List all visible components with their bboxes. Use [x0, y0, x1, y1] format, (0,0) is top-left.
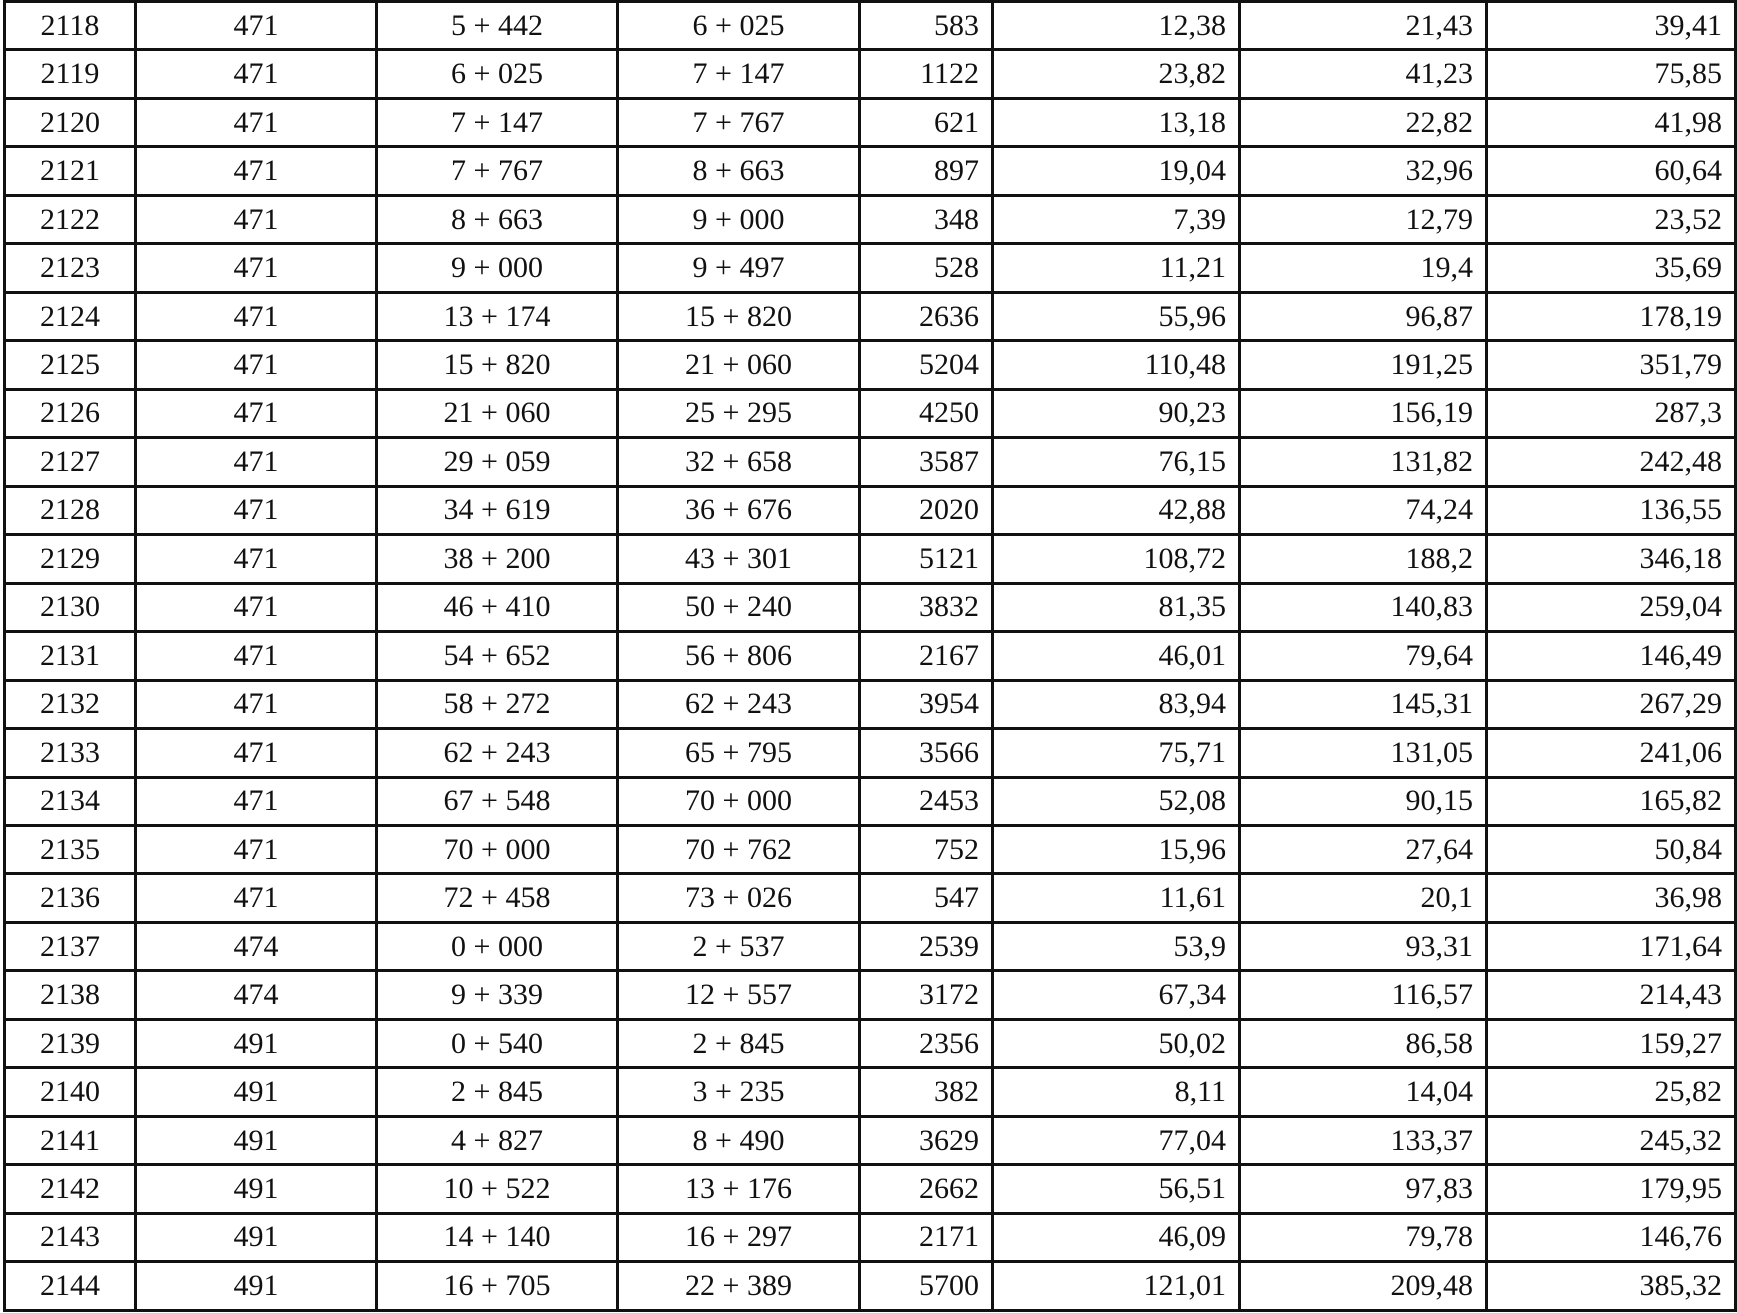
value-a-cell: 42,88: [993, 486, 1240, 534]
road-number-cell: 491: [136, 1116, 377, 1164]
value-c-cell: 346,18: [1487, 535, 1736, 583]
row-id-cell: 2129: [5, 535, 136, 583]
length-cell: 3172: [860, 971, 993, 1019]
length-cell: 2539: [860, 922, 993, 970]
end-km-cell: 70 + 762: [618, 825, 860, 873]
value-a-cell: 110,48: [993, 341, 1240, 389]
value-a-cell: 19,04: [993, 147, 1240, 195]
value-c-cell: 245,32: [1487, 1116, 1736, 1164]
road-number-cell: 471: [136, 486, 377, 534]
road-number-cell: 471: [136, 341, 377, 389]
value-b-cell: 131,05: [1240, 729, 1487, 777]
start-km-cell: 54 + 652: [377, 632, 618, 680]
value-c-cell: 146,76: [1487, 1213, 1736, 1261]
value-c-cell: 36,98: [1487, 874, 1736, 922]
row-id-cell: 2132: [5, 680, 136, 728]
end-km-cell: 22 + 389: [618, 1262, 860, 1311]
row-id-cell: 2131: [5, 632, 136, 680]
end-km-cell: 65 + 795: [618, 729, 860, 777]
value-b-cell: 156,19: [1240, 389, 1487, 437]
start-km-cell: 7 + 147: [377, 98, 618, 146]
start-km-cell: 15 + 820: [377, 341, 618, 389]
row-id-cell: 2134: [5, 777, 136, 825]
value-a-cell: 56,51: [993, 1165, 1240, 1213]
value-a-cell: 23,82: [993, 50, 1240, 98]
table-row: [5, 50, 1736, 98]
end-km-cell: 9 + 000: [618, 195, 860, 243]
row-id-cell: 2128: [5, 486, 136, 534]
road-number-cell: 491: [136, 1068, 377, 1116]
value-b-cell: 131,82: [1240, 438, 1487, 486]
length-cell: 3587: [860, 438, 993, 486]
length-cell: 5121: [860, 535, 993, 583]
row-id-cell: 2119: [5, 50, 136, 98]
value-b-cell: 133,37: [1240, 1116, 1487, 1164]
row-id-cell: 2137: [5, 922, 136, 970]
length-cell: 4250: [860, 389, 993, 437]
row-id-cell: 2139: [5, 1019, 136, 1067]
road-number-cell: 471: [136, 583, 377, 631]
start-km-cell: 38 + 200: [377, 535, 618, 583]
table-row: [5, 874, 1736, 922]
table-body: [5, 2, 1736, 1311]
row-id-cell: 2125: [5, 341, 136, 389]
value-a-cell: 121,01: [993, 1262, 1240, 1311]
row-id-cell: 2122: [5, 195, 136, 243]
end-km-cell: 8 + 663: [618, 147, 860, 195]
row-id-cell: 2130: [5, 583, 136, 631]
road-number-cell: 474: [136, 922, 377, 970]
table-row: [5, 389, 1736, 437]
value-b-cell: 41,23: [1240, 50, 1487, 98]
length-cell: 2356: [860, 1019, 993, 1067]
value-c-cell: 35,69: [1487, 244, 1736, 292]
length-cell: 2020: [860, 486, 993, 534]
value-b-cell: 79,78: [1240, 1213, 1487, 1261]
start-km-cell: 34 + 619: [377, 486, 618, 534]
road-number-cell: 471: [136, 147, 377, 195]
start-km-cell: 13 + 174: [377, 292, 618, 340]
length-cell: 382: [860, 1068, 993, 1116]
start-km-cell: 29 + 059: [377, 438, 618, 486]
value-b-cell: 93,31: [1240, 922, 1487, 970]
row-id-cell: 2133: [5, 729, 136, 777]
length-cell: 1122: [860, 50, 993, 98]
table-row: [5, 486, 1736, 534]
value-a-cell: 77,04: [993, 1116, 1240, 1164]
length-cell: 5700: [860, 1262, 993, 1311]
value-a-cell: 53,9: [993, 922, 1240, 970]
start-km-cell: 0 + 000: [377, 922, 618, 970]
value-a-cell: 52,08: [993, 777, 1240, 825]
value-b-cell: 19,4: [1240, 244, 1487, 292]
start-km-cell: 21 + 060: [377, 389, 618, 437]
start-km-cell: 4 + 827: [377, 1116, 618, 1164]
length-cell: 2167: [860, 632, 993, 680]
value-b-cell: 209,48: [1240, 1262, 1487, 1311]
road-number-cell: 491: [136, 1213, 377, 1261]
road-number-cell: 474: [136, 971, 377, 1019]
start-km-cell: 9 + 000: [377, 244, 618, 292]
value-c-cell: 259,04: [1487, 583, 1736, 631]
end-km-cell: 50 + 240: [618, 583, 860, 631]
start-km-cell: 14 + 140: [377, 1213, 618, 1261]
road-number-cell: 471: [136, 50, 377, 98]
table-row: [5, 1213, 1736, 1261]
value-c-cell: 351,79: [1487, 341, 1736, 389]
value-b-cell: 32,96: [1240, 147, 1487, 195]
value-a-cell: 7,39: [993, 195, 1240, 243]
value-b-cell: 145,31: [1240, 680, 1487, 728]
table-row: [5, 535, 1736, 583]
length-cell: 2636: [860, 292, 993, 340]
row-id-cell: 2144: [5, 1262, 136, 1311]
value-c-cell: 214,43: [1487, 971, 1736, 1019]
value-c-cell: 23,52: [1487, 195, 1736, 243]
value-b-cell: 188,2: [1240, 535, 1487, 583]
start-km-cell: 70 + 000: [377, 825, 618, 873]
end-km-cell: 8 + 490: [618, 1116, 860, 1164]
value-a-cell: 15,96: [993, 825, 1240, 873]
value-a-cell: 55,96: [993, 292, 1240, 340]
row-id-cell: 2140: [5, 1068, 136, 1116]
length-cell: 3954: [860, 680, 993, 728]
data-table: [3, 0, 1737, 1312]
value-c-cell: 25,82: [1487, 1068, 1736, 1116]
table-row: [5, 2, 1736, 50]
road-number-cell: 471: [136, 2, 377, 50]
value-c-cell: 39,41: [1487, 2, 1736, 50]
value-c-cell: 287,3: [1487, 389, 1736, 437]
start-km-cell: 67 + 548: [377, 777, 618, 825]
start-km-cell: 16 + 705: [377, 1262, 618, 1311]
length-cell: 621: [860, 98, 993, 146]
table-row: [5, 922, 1736, 970]
table-row: [5, 147, 1736, 195]
road-number-cell: 471: [136, 680, 377, 728]
end-km-cell: 36 + 676: [618, 486, 860, 534]
end-km-cell: 2 + 537: [618, 922, 860, 970]
road-number-cell: 491: [136, 1165, 377, 1213]
road-number-cell: 471: [136, 535, 377, 583]
end-km-cell: 6 + 025: [618, 2, 860, 50]
row-id-cell: 2138: [5, 971, 136, 1019]
value-b-cell: 191,25: [1240, 341, 1487, 389]
road-number-cell: 471: [136, 825, 377, 873]
row-id-cell: 2142: [5, 1165, 136, 1213]
value-c-cell: 385,32: [1487, 1262, 1736, 1311]
value-a-cell: 67,34: [993, 971, 1240, 1019]
end-km-cell: 16 + 297: [618, 1213, 860, 1261]
start-km-cell: 46 + 410: [377, 583, 618, 631]
end-km-cell: 13 + 176: [618, 1165, 860, 1213]
value-a-cell: 76,15: [993, 438, 1240, 486]
end-km-cell: 7 + 147: [618, 50, 860, 98]
start-km-cell: 72 + 458: [377, 874, 618, 922]
row-id-cell: 2143: [5, 1213, 136, 1261]
value-c-cell: 241,06: [1487, 729, 1736, 777]
length-cell: 2453: [860, 777, 993, 825]
value-a-cell: 11,61: [993, 874, 1240, 922]
table-row: [5, 1019, 1736, 1067]
road-number-cell: 471: [136, 98, 377, 146]
length-cell: 547: [860, 874, 993, 922]
end-km-cell: 73 + 026: [618, 874, 860, 922]
value-c-cell: 165,82: [1487, 777, 1736, 825]
table-row: [5, 583, 1736, 631]
row-id-cell: 2124: [5, 292, 136, 340]
value-a-cell: 11,21: [993, 244, 1240, 292]
value-c-cell: 171,64: [1487, 922, 1736, 970]
value-b-cell: 21,43: [1240, 2, 1487, 50]
value-a-cell: 108,72: [993, 535, 1240, 583]
table-row: [5, 98, 1736, 146]
length-cell: 897: [860, 147, 993, 195]
end-km-cell: 15 + 820: [618, 292, 860, 340]
table-row: [5, 1068, 1736, 1116]
start-km-cell: 5 + 442: [377, 2, 618, 50]
table-row: [5, 825, 1736, 873]
end-km-cell: 70 + 000: [618, 777, 860, 825]
value-b-cell: 140,83: [1240, 583, 1487, 631]
value-a-cell: 83,94: [993, 680, 1240, 728]
value-b-cell: 20,1: [1240, 874, 1487, 922]
length-cell: 5204: [860, 341, 993, 389]
end-km-cell: 62 + 243: [618, 680, 860, 728]
row-id-cell: 2135: [5, 825, 136, 873]
end-km-cell: 43 + 301: [618, 535, 860, 583]
row-id-cell: 2136: [5, 874, 136, 922]
table-row: [5, 632, 1736, 680]
length-cell: 528: [860, 244, 993, 292]
road-number-cell: 471: [136, 438, 377, 486]
value-c-cell: 178,19: [1487, 292, 1736, 340]
end-km-cell: 9 + 497: [618, 244, 860, 292]
table-row: [5, 244, 1736, 292]
row-id-cell: 2123: [5, 244, 136, 292]
value-b-cell: 79,64: [1240, 632, 1487, 680]
table-row: [5, 729, 1736, 777]
value-a-cell: 50,02: [993, 1019, 1240, 1067]
value-b-cell: 97,83: [1240, 1165, 1487, 1213]
end-km-cell: 25 + 295: [618, 389, 860, 437]
value-b-cell: 116,57: [1240, 971, 1487, 1019]
value-a-cell: 75,71: [993, 729, 1240, 777]
road-number-cell: 471: [136, 632, 377, 680]
start-km-cell: 9 + 339: [377, 971, 618, 1019]
value-b-cell: 12,79: [1240, 195, 1487, 243]
road-number-cell: 471: [136, 777, 377, 825]
end-km-cell: 32 + 658: [618, 438, 860, 486]
length-cell: 2171: [860, 1213, 993, 1261]
road-number-cell: 491: [136, 1019, 377, 1067]
value-c-cell: 242,48: [1487, 438, 1736, 486]
length-cell: 2662: [860, 1165, 993, 1213]
start-km-cell: 62 + 243: [377, 729, 618, 777]
value-b-cell: 14,04: [1240, 1068, 1487, 1116]
road-number-cell: 471: [136, 389, 377, 437]
value-a-cell: 8,11: [993, 1068, 1240, 1116]
end-km-cell: 21 + 060: [618, 341, 860, 389]
road-number-cell: 471: [136, 729, 377, 777]
table-row: [5, 1116, 1736, 1164]
value-c-cell: 146,49: [1487, 632, 1736, 680]
end-km-cell: 2 + 845: [618, 1019, 860, 1067]
value-a-cell: 46,01: [993, 632, 1240, 680]
table-row: [5, 1262, 1736, 1311]
value-c-cell: 159,27: [1487, 1019, 1736, 1067]
start-km-cell: 6 + 025: [377, 50, 618, 98]
start-km-cell: 58 + 272: [377, 680, 618, 728]
road-number-cell: 471: [136, 292, 377, 340]
start-km-cell: 8 + 663: [377, 195, 618, 243]
length-cell: 3629: [860, 1116, 993, 1164]
value-a-cell: 13,18: [993, 98, 1240, 146]
row-id-cell: 2118: [5, 2, 136, 50]
value-c-cell: 60,64: [1487, 147, 1736, 195]
road-number-cell: 491: [136, 1262, 377, 1311]
value-c-cell: 41,98: [1487, 98, 1736, 146]
length-cell: 3832: [860, 583, 993, 631]
road-number-cell: 471: [136, 195, 377, 243]
value-a-cell: 46,09: [993, 1213, 1240, 1261]
length-cell: 348: [860, 195, 993, 243]
end-km-cell: 3 + 235: [618, 1068, 860, 1116]
value-c-cell: 75,85: [1487, 50, 1736, 98]
value-b-cell: 27,64: [1240, 825, 1487, 873]
value-c-cell: 267,29: [1487, 680, 1736, 728]
table-row: [5, 680, 1736, 728]
start-km-cell: 0 + 540: [377, 1019, 618, 1067]
value-a-cell: 90,23: [993, 389, 1240, 437]
end-km-cell: 7 + 767: [618, 98, 860, 146]
value-b-cell: 96,87: [1240, 292, 1487, 340]
table-row: [5, 292, 1736, 340]
end-km-cell: 56 + 806: [618, 632, 860, 680]
table-row: [5, 438, 1736, 486]
row-id-cell: 2126: [5, 389, 136, 437]
value-c-cell: 136,55: [1487, 486, 1736, 534]
table-row: [5, 971, 1736, 1019]
value-b-cell: 90,15: [1240, 777, 1487, 825]
value-c-cell: 179,95: [1487, 1165, 1736, 1213]
value-c-cell: 50,84: [1487, 825, 1736, 873]
road-number-cell: 471: [136, 874, 377, 922]
length-cell: 583: [860, 2, 993, 50]
length-cell: 752: [860, 825, 993, 873]
value-b-cell: 74,24: [1240, 486, 1487, 534]
value-b-cell: 86,58: [1240, 1019, 1487, 1067]
table-row: [5, 195, 1736, 243]
road-number-cell: 471: [136, 244, 377, 292]
row-id-cell: 2127: [5, 438, 136, 486]
start-km-cell: 2 + 845: [377, 1068, 618, 1116]
row-id-cell: 2120: [5, 98, 136, 146]
start-km-cell: 7 + 767: [377, 147, 618, 195]
value-b-cell: 22,82: [1240, 98, 1487, 146]
table-row: [5, 341, 1736, 389]
start-km-cell: 10 + 522: [377, 1165, 618, 1213]
length-cell: 3566: [860, 729, 993, 777]
table-row: [5, 1165, 1736, 1213]
table-row: [5, 777, 1736, 825]
value-a-cell: 81,35: [993, 583, 1240, 631]
row-id-cell: 2141: [5, 1116, 136, 1164]
value-a-cell: 12,38: [993, 2, 1240, 50]
row-id-cell: 2121: [5, 147, 136, 195]
end-km-cell: 12 + 557: [618, 971, 860, 1019]
